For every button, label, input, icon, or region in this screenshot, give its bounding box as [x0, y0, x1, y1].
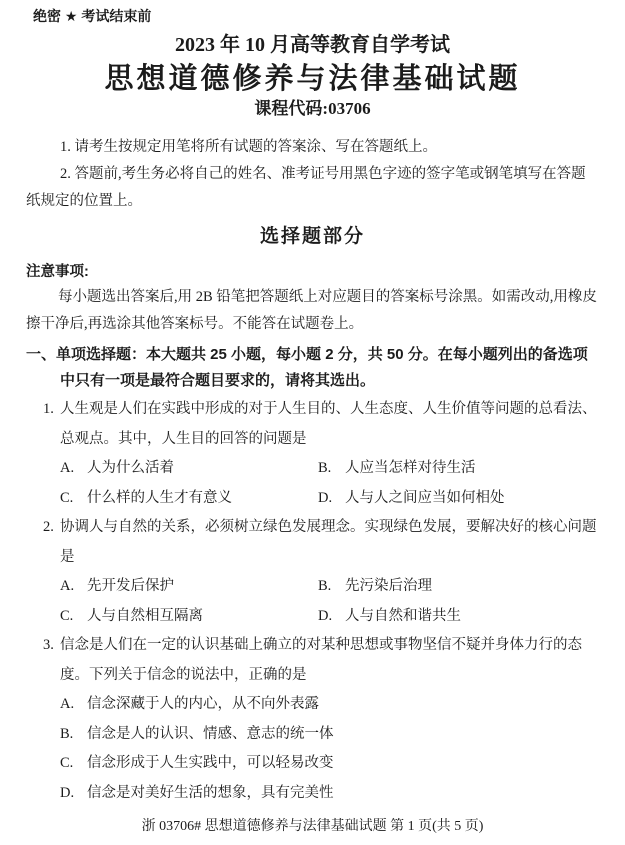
question-2-option-c: [60, 602, 318, 632]
option-text: 信念形成于人生实践中，可以轻易改变: [87, 755, 334, 771]
question-3-number: 3.: [43, 637, 54, 653]
option-label: B.: [60, 725, 74, 742]
instruction-2: 2. 答题前,考生务必将自己的姓名、准考证号用黑色字迹的签字笔或钢笔填写在答题纸规定的位置上。: [26, 166, 586, 209]
option-label: A.: [60, 696, 75, 712]
option-label: C.: [60, 755, 74, 771]
option-label: D.: [60, 784, 75, 801]
option-text: 人应当怎样对待生活: [345, 460, 476, 476]
question-2-option-a: [60, 572, 318, 602]
classification-banner: 绝密 ★ 考试结束前: [33, 8, 152, 24]
option-label: D.: [318, 489, 333, 506]
option-text: 信念是对美好生活的想象，具有完美性: [87, 784, 334, 801]
question-3-option-a: [60, 690, 597, 720]
question-2-option-d: [318, 602, 597, 632]
option-label: C.: [60, 607, 74, 624]
course-code: 课程代码:03706: [254, 99, 371, 118]
notice-text: 每小题选出答案后,用 2B 铅笔把答题纸上对应题目的答案标号涂黑。如需改动,用橡皮擦干净后,再选涂其他答案标号。不能答在试题卷上。: [26, 289, 597, 332]
question-2: [0, 513, 625, 631]
option-label: C.: [60, 489, 74, 506]
question-3-text: 信念是人们在一定的认识基础上确立的对某种思想或事物坚信不疑并身体力行的态度。下列关于信念的说法中，正确的是: [60, 637, 582, 683]
option-text: 什么样的人生才有意义: [87, 489, 232, 506]
question-3-option-c: [60, 749, 597, 779]
option-text: 先污染后治理: [345, 578, 432, 594]
question-1-text: 人生观是人们在实践中形成的对于人生目的、人生态度、人生价值等问题的总看法、总观点。其中，人生目的回答的问题是: [60, 401, 597, 447]
question-1-option-d: [318, 484, 597, 514]
question-1-option-b: [318, 454, 597, 484]
instruction-1: 1. 请考生按规定用笔将所有试题的答案涂、写在答题纸上。: [60, 139, 437, 155]
option-text: 人为什么活着: [87, 460, 174, 476]
page-footer: 浙 03706# 思想道德修养与法律基础试题 第 1 页(共 5 页): [141, 819, 484, 834]
option-text: 人与自然和谐共生: [345, 607, 461, 624]
question-1-number: 1.: [43, 401, 54, 417]
option-text: 人与自然相互隔离: [87, 607, 203, 624]
option-text: 先开发后保护: [87, 578, 174, 594]
question-2-option-b: [318, 572, 597, 602]
part-one-heading: 一、单项选择题：本大题共 25 小题，每小题 2 分，共 50 分。在每小题列出的备选项中只有一项是最符合题目要求的，请将其选出。: [26, 346, 588, 389]
question-3-option-b: [60, 720, 597, 750]
question-3-option-d: [60, 779, 597, 809]
question-3: [0, 631, 625, 808]
option-label: B.: [318, 460, 332, 476]
section-heading: 选择题部分: [259, 226, 365, 247]
question-2-text: 协调人与自然的关系，必须树立绿色发展理念。实现绿色发展，要解决好的核心问题是: [60, 519, 597, 565]
option-label: A.: [60, 578, 75, 594]
question-1-option-a: [60, 454, 318, 484]
exam-subject-title: 思想道德修养与法律基础试题: [104, 63, 521, 95]
option-text: 信念是人的认识、情感、意志的统一体: [87, 725, 334, 742]
question-3-options: [60, 690, 597, 808]
option-label: D.: [318, 607, 333, 624]
option-label: A.: [60, 460, 75, 476]
question-2-number: 2.: [43, 519, 54, 535]
option-label: B.: [318, 578, 332, 594]
question-list: [0, 395, 625, 808]
question-1: [0, 395, 625, 513]
exam-session-title: 2023 年 10 月高等教育自学考试: [175, 34, 450, 56]
exam-instructions: [0, 134, 625, 215]
question-2-options: [60, 572, 597, 631]
option-text: 人与人之间应当如何相处: [345, 489, 505, 506]
notice-label: 注意事项:: [26, 264, 89, 280]
option-text: 信念深藏于人的内心，从不向外表露: [87, 696, 319, 712]
question-1-option-c: [60, 484, 318, 514]
question-1-options: [60, 454, 597, 513]
